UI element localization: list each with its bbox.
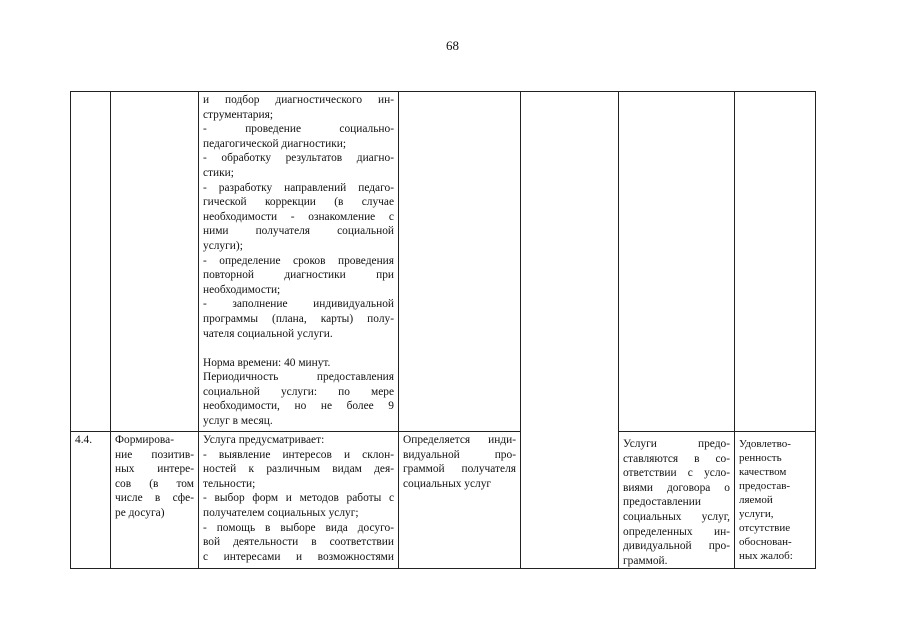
cell-name-empty <box>111 92 199 432</box>
text-line: дивидуальной про- <box>623 540 730 553</box>
text-line: струментария; <box>203 108 273 121</box>
text-line: - заполнение индивидуальной <box>203 298 394 311</box>
services-table <box>70 91 816 569</box>
text-line: - разработку направлений педаго- <box>203 181 394 194</box>
text-line: услуг в месяц. <box>203 415 273 428</box>
text-line: ние позитив- <box>115 448 194 461</box>
text-line: программы (плана, карты) полу- <box>203 312 394 325</box>
text-line: числе в сфе- <box>115 492 194 505</box>
text-line: гической коррекции (в случае <box>203 196 394 209</box>
cell-service-name <box>111 432 199 569</box>
text-line: Услуга предусматривает: <box>203 434 325 446</box>
text-line: граммой. <box>623 554 668 567</box>
text-line: граммой получателя <box>403 463 516 476</box>
cell-service-quality <box>735 432 816 569</box>
text-line: Удовлетво- <box>739 438 791 450</box>
text-line: получателем социальных услуг; <box>203 506 359 519</box>
cell-number-empty <box>71 92 111 432</box>
text-line: - помощь в выборе вида досуго- <box>203 521 394 534</box>
text-line: ставляются в со- <box>623 452 730 465</box>
text-line: услуги); <box>203 239 243 252</box>
text-line: социальных услуг <box>403 477 492 490</box>
text-line: необходимости; <box>203 283 281 296</box>
text-line: необходимости - ознакомление с <box>203 210 394 223</box>
text-line: повторной диагностики при <box>203 269 394 282</box>
cell-service-conditions <box>619 432 735 569</box>
text-line: ренность <box>739 452 782 464</box>
text-line: социальной услуги: по мере <box>203 385 394 398</box>
text-line: социальных услуг, <box>623 510 730 523</box>
table-row-continuation <box>71 92 816 432</box>
text-line <box>203 341 394 356</box>
text-line: - проведение социально- <box>203 123 394 136</box>
text-line: отсутствие <box>739 522 791 534</box>
cell-content-continuation <box>199 92 399 432</box>
text-line: ними получателя социальной <box>203 225 394 238</box>
cell-volume-empty <box>399 92 521 432</box>
text-line: Определяется инди- <box>403 434 516 446</box>
text-line: необходимости, но не более 9 <box>203 400 394 413</box>
text-line: - выбор форм и методов работы с <box>203 492 394 505</box>
text-line: ляемой <box>739 494 773 506</box>
text-line: предостав- <box>739 480 791 492</box>
text-line: с интересами и возможностями <box>203 550 394 563</box>
text-line: обоснован- <box>739 536 792 548</box>
text-line: - выявление интересов и склон- <box>203 448 394 461</box>
text-line: и подбор диагностического ин- <box>203 94 394 106</box>
cell-service-content <box>199 432 399 569</box>
text-line: сов (в том <box>115 477 194 490</box>
table-row-4-4 <box>71 432 816 569</box>
text-line: ных интере- <box>115 463 194 476</box>
text-line: вой деятельности в соответствии <box>203 536 394 549</box>
text-line: педагогической диагностики; <box>203 137 347 150</box>
cell-row-number: 4.4. <box>71 432 111 569</box>
text-line: предоставлении <box>623 496 701 509</box>
cell-deadline <box>521 92 619 569</box>
text-line: чателя социальной услуги. <box>203 327 333 340</box>
text-line: стики; <box>203 166 234 179</box>
page-number: 68 <box>446 38 459 53</box>
text-line: - обработку результатов диагно- <box>203 152 394 165</box>
text-line: видуальной про- <box>403 448 516 461</box>
text-line: Норма времени: 40 минут. <box>203 356 331 369</box>
text-line: тельности; <box>203 477 256 490</box>
text-line: ре досуга) <box>115 506 165 519</box>
text-line: услуги, <box>739 508 774 520</box>
text-line: Формирова- <box>115 434 174 446</box>
cell-service-volume <box>399 432 521 569</box>
text-line: Услуги предо- <box>623 438 730 450</box>
text-line: качеством <box>739 466 787 478</box>
text-line: ных жалоб: <box>739 550 793 562</box>
text-line: ностей к различным видам дея- <box>203 463 394 476</box>
cell-conditions-empty <box>619 92 735 432</box>
text-line: ответствии с усло- <box>623 467 730 480</box>
text-line: Периодичность предоставления <box>203 371 394 384</box>
text-line: определенных ин- <box>623 525 730 538</box>
text-line: - определение сроков проведения <box>203 254 394 267</box>
text-line: виями договора о <box>623 481 730 494</box>
cell-quality-empty <box>735 92 816 432</box>
